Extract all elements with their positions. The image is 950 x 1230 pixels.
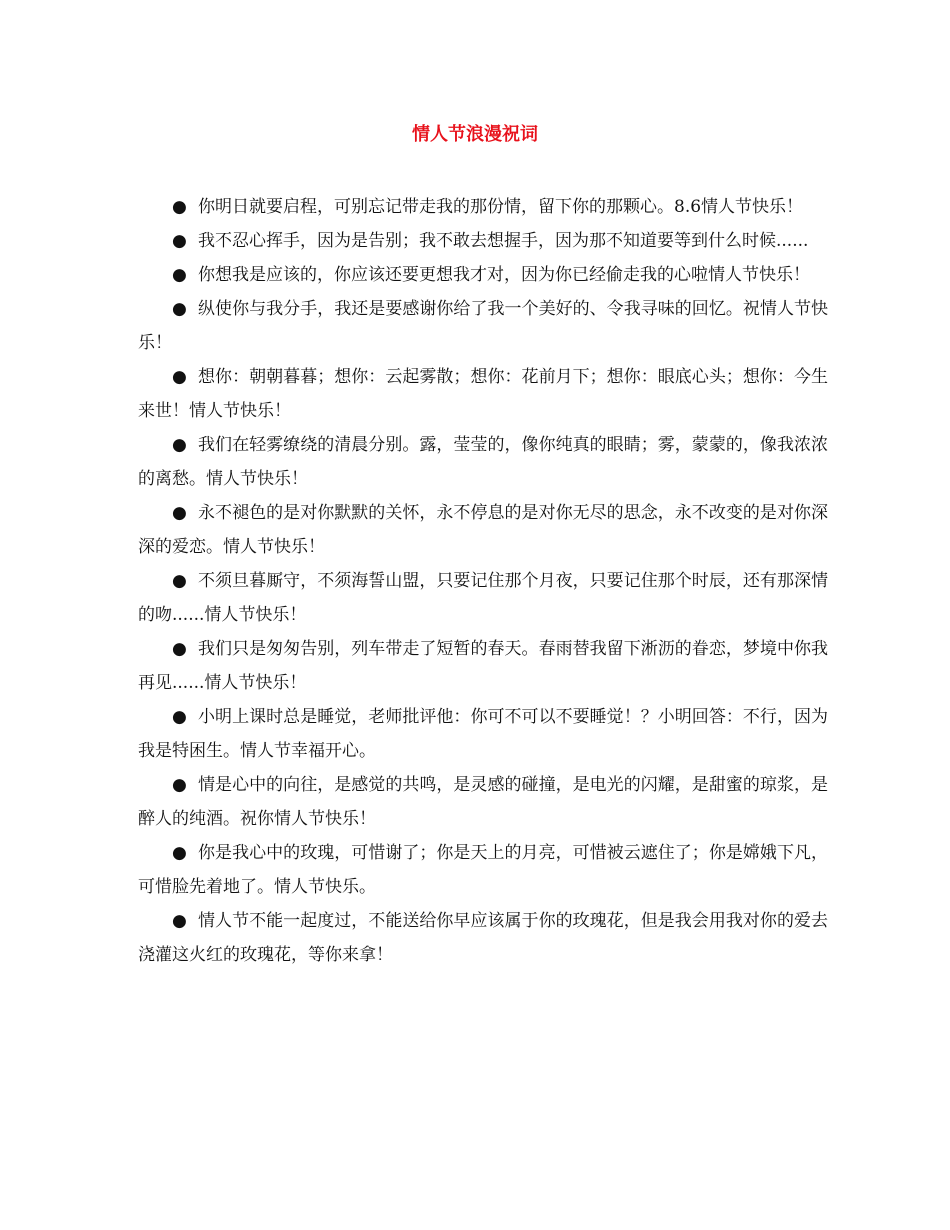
bullet-icon: ● [172, 265, 187, 285]
bullet-icon: ● [172, 231, 187, 251]
list-item-text: 小明上课时总是睡觉，老师批评他：你可不可以不要睡觉！？小明回答：不行，因为我是特困生。情人节幸福开心。 [138, 707, 828, 761]
document-title: 情人节浪漫祝词 [412, 124, 538, 145]
list-item [138, 768, 828, 836]
list-item-text: 纵使你与我分手，我还是要感谢你给了我一个美好的、令我寻味的回忆。祝情人节快乐！ [138, 299, 828, 353]
list-item-text: 永不褪色的是对你默默的关怀，永不停息的是对你无尽的思念，永不改变的是对你深深的爱恋。情人节快乐！ [138, 503, 828, 557]
list-item [138, 700, 828, 768]
bullet-icon: ● [172, 299, 187, 319]
list-item-text: 情人节不能一起度过，不能送给你早应该属于你的玫瑰花，但是我会用我对你的爱去浇灌这火红的玫瑰花，等你来拿！ [138, 911, 828, 965]
bullet-icon: ● [172, 571, 187, 591]
list-item-text: 你想我是应该的，你应该还要更想我才对，因为你已经偷走我的心啦情人节快乐！ [198, 265, 810, 285]
bullet-icon: ● [172, 367, 187, 387]
list-item-text: 我们只是匆匆告别，列车带走了短暂的春天。春雨替我留下淅沥的眷恋，梦境中你我再见......情人节快乐！ [138, 639, 828, 693]
list-item [138, 360, 828, 428]
list-item-text: 我不忍心挥手，因为是告别；我不敢去想握手，因为那不知道要等到什么时候...... [198, 231, 809, 251]
list-item [138, 904, 828, 972]
bullet-icon: ● [172, 197, 187, 217]
bullet-icon: ● [172, 843, 187, 863]
list-item-text: 想你：朝朝暮暮；想你：云起雾散；想你：花前月下；想你：眼底心头；想你：今生来世！情人节快乐！ [138, 367, 828, 421]
bullet-icon: ● [172, 435, 187, 455]
list-item [138, 496, 828, 564]
list-item [138, 564, 828, 632]
bullet-icon: ● [172, 911, 187, 931]
list-item-text: 你明日就要启程，可别忘记带走我的那份情，留下你的那颗心。8.6情人节快乐！ [198, 197, 804, 217]
list-item-text: 我们在轻雾缭绕的清晨分别。露，莹莹的，像你纯真的眼睛；雾，蒙蒙的，像我浓浓的离愁。情人节快乐！ [138, 435, 828, 489]
list-item [138, 632, 828, 700]
list-item [138, 836, 828, 904]
list-item [138, 224, 828, 258]
list-item-text: 你是我心中的玫瑰，可惜谢了；你是天上的月亮，可惜被云遮住了；你是嫦娥下凡，可惜脸先着地了。情人节快乐。 [138, 843, 828, 897]
list-item [138, 428, 828, 496]
document-body [138, 190, 828, 972]
bullet-icon: ● [172, 503, 187, 523]
list-item-text: 情是心中的向往，是感觉的共鸣，是灵感的碰撞，是电光的闪耀，是甜蜜的琼浆，是醉人的纯酒。祝你情人节快乐！ [138, 775, 828, 829]
list-item [138, 190, 828, 224]
bullet-icon: ● [172, 639, 187, 659]
list-item-text: 不须旦暮厮守，不须海誓山盟，只要记住那个月夜，只要记住那个时辰，还有那深情的吻......情人节快乐！ [138, 571, 828, 625]
bullet-icon: ● [172, 775, 187, 795]
list-item [138, 258, 828, 292]
bullet-icon: ● [172, 707, 187, 727]
list-item [138, 292, 828, 360]
